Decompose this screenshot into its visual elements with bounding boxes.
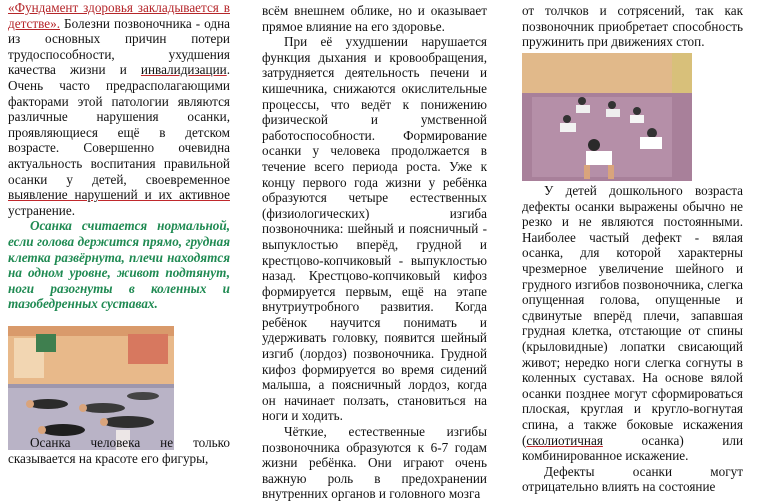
article-title: «Фундамент здоровья закладывается в детстве». xyxy=(8,0,230,31)
intro-underlined-phrase: выявление нарушений и их активное xyxy=(8,187,230,203)
column-3 xyxy=(522,3,743,50)
column-1 xyxy=(8,0,230,312)
paragraph-appearance: Осанка человека не только сказывается на красоте его фигуры, xyxy=(8,435,230,466)
posture-definition: Осанка считается нормальной, если голова держится прямо, грудная клетка развёрнута, плечи находятся на одном уровне, живот подтянут, ноги разогнуты в коленных и тазобедренных суставах. xyxy=(8,218,230,312)
column-2 xyxy=(262,3,487,502)
intro-text-a: Болезни позвоночника - одна из основных причин потери трудоспособности, ухудшения качества жизни и xyxy=(8,15,230,78)
defects-text-a: У детей дошкольного возраста дефекты осанки выражены обычно не резко и не являются постоянными. Наиболее частый дефект - вялая осанка, для которой характерны чрезмерное увеличение шейного и грудного изгибов позвоночника, слегка опущенная голова, опущенные и сдвинутые вперёд плечи, запавшая грудная клетка, отстающие от спины (крыловидные) лопатки свисающий живот; нередко ноги слегка согнуты в коленных суставах. На основе вялой осанки позднее могут сформироваться плоская, круглая и кругло-вогнутая спина, а также боковые искажения ( xyxy=(522,183,743,448)
defects-underlined-word: сколиотичная xyxy=(526,432,603,448)
column-1-bottom-paragraph xyxy=(8,435,230,466)
intro-text-b: . Очень часто предрасполагающими факторами этой патологии являются различные нарушения осанки, проявляющиеся ещё в детском возрасте. Совершенно очевидна актуальность воспитания правильной осанки у детей, своевременное xyxy=(8,62,230,187)
intro-underlined-word: инвалидизации xyxy=(140,62,227,78)
paragraph-defects-effect: Дефекты осанки могут отрицательно влиять на состояние xyxy=(522,463,743,495)
column-3-lower xyxy=(522,183,743,495)
intro-text-c: устранение. xyxy=(8,202,75,218)
paragraph-intro xyxy=(8,0,230,218)
gym-photo-children-crawling xyxy=(522,53,692,181)
paragraph-preschool-defects xyxy=(522,183,743,464)
paragraph-natural-curves: Чёткие, естественные изгибы позвоночника образуются к 6-7 годам жизни ребёнка. Они играют очень важную роль в предохранении внутренних органов и головного мозга xyxy=(262,424,487,502)
gym-photo-children-exercising xyxy=(8,326,174,450)
paragraph-continued: всём внешнем облике, но и оказывает прямое влияние на его здоровье. xyxy=(262,3,487,34)
defects-text-b: осанка) или комбинированное искажение. xyxy=(522,432,743,464)
paragraph-continued-2: от толчков и сотрясений, так как позвоночник приобретает способность пружинить при движениях стоп. xyxy=(522,3,743,50)
paragraph-spine-curves: При её ухудшении нарушается функция дыхания и кровообращения, затрудняется деятельность печени и кишечника, снижаются окислительные процессы, что ведёт к понижению физической и умственной работоспособности. Формирование осанки у человека продолжается в течение всего периода роста. Уже к концу первого года жизни у ребёнка образуются четыре естественных (физиологических) изгиба позвоночника: шейный и поясничный - выпуклостью вперёд, грудной и крестцово-копчиковый - выпуклостью назад. Крестцово-копчиковый кифоз формируется первым, ещё на этапе внутриутробного развития. Когда ребёнок научится понимать и удерживать головку, появится шейный изгиб (лордоз) позвоночника. Грудной кифоз формируется во время сидений малыша, а поясничный лордоз, когда он начинает ползать, становиться на ноги и ходить. xyxy=(262,34,487,424)
